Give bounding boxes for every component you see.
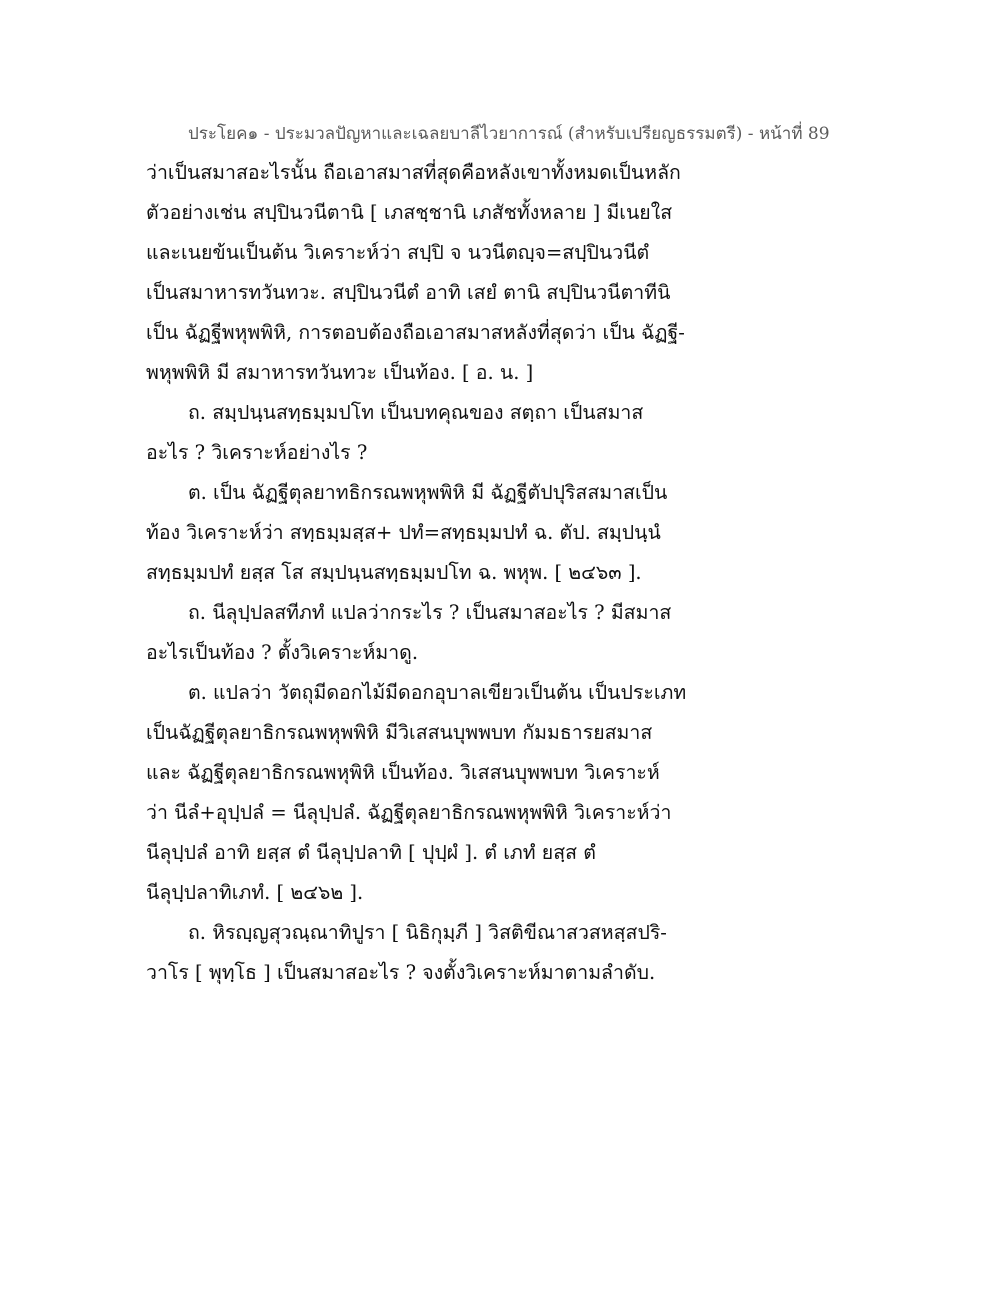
text-line: สทฺธมฺมปทํ ยสฺส โส สมฺปนฺนสทฺธมฺมปโท ฉ. พหุพ. [ ๒๔๖๓ ]. <box>146 561 642 584</box>
text-line: อะไร ? วิเคราะห์อย่างไร ? <box>146 441 368 464</box>
question-line: ถ. หิรญฺญสุวณฺณาทิปูรา [ นิธิกุมฺภี ] วิสติขีณาสวสหสฺสปริ- <box>188 921 667 944</box>
text-line: นีลุปฺปลาทิเภทํ. [ ๒๔๖๒ ]. <box>146 881 364 904</box>
text-line: เป็น ฉัฏฐีพหุพพิหิ, การตอบต้องถือเอาสมาสหลังที่สุดว่า เป็น ฉัฏฐี- <box>146 321 685 344</box>
text-line: ว่า นีลํ+อุปฺปลํ = นีลุปฺปลํ. ฉัฏฐีตุลยาธิกรณพหุพพิหิ วิเคราะห์ว่า <box>146 801 672 824</box>
text-line: เป็นสมาหารทวันทวะ. สปฺปินวนีตํ อาทิ เสยํ ตานิ สปฺปินวนีตาทีนิ <box>146 281 671 304</box>
answer-line: ต. เป็น ฉัฏฐีตุลยาทธิกรณพหุพพิหิ มี ฉัฏฐีตัปปุริสสมาสเป็น <box>188 481 668 504</box>
question-line: ถ. สมฺปนฺนสทฺธมฺมปโท เป็นบทคุณของ สตฺถา เป็นสมาส <box>188 401 644 424</box>
text-line: และเนยข้นเป็นต้น วิเคราะห์ว่า สปฺปิ จ นวนีตญฺจ=สปฺปินวนีตํ <box>146 241 650 264</box>
text-line: นีลุปฺปลํ อาทิ ยสฺส ตํ นีลุปฺปลาทิ [ ปุปฺผํ ]. ตํ เภทํ ยสฺส ตํ <box>146 841 596 864</box>
text-line: วาโร [ พุทฺโธ ] เป็นสมาสอะไร ? จงตั้งวิเคราะห์มาตามลำดับ. <box>146 961 656 984</box>
text-line: ว่าเป็นสมาสอะไรนั้น ถือเอาสมาสที่สุดคือหลังเขาทั้งหมดเป็นหลัก <box>146 161 681 184</box>
answer-line: ต. แปลว่า วัตถุมีดอกไม้มีดอกอุบาลเขียวเป็นต้น เป็นประเภท <box>188 681 687 704</box>
page-header: ประโยค๑ - ประมวลปัญหาและเฉลยบาลีไวยาการณ์ (สำหรับเปรียญธรรมตรี) - หน้าที่ 89 <box>188 124 830 144</box>
text-line: เป็นฉัฏฐีตุลยาธิกรณพหุพพิหิ มีวิเสสนบุพพบท กัมมธารยสมาส <box>146 721 653 744</box>
text-line: ตัวอย่างเช่น สปฺปินวนีตานิ [ เภสชฺชานิ เภสัชทั้งหลาย ] มีเนยใส <box>146 201 673 224</box>
question-line: ถ. นีลุปฺปลสทีภทํ แปลว่ากระไร ? เป็นสมาสอะไร ? มีสมาส <box>188 601 672 624</box>
text-line: และ ฉัฏฐีตุลยาธิกรณพหุพิหิ เป็นท้อง. วิเสสนบุพพบท วิเคราะห์ <box>146 761 660 784</box>
text-line: พหุพพิหิ มี สมาหารทวันทวะ เป็นท้อง. [ อ. น. ] <box>146 361 534 384</box>
text-line: ท้อง วิเคราะห์ว่า สทฺธมฺมสฺส+ ปทํ=สทฺธมฺมปทํ ฉ. ตัป. สมฺปนฺนํ <box>146 521 661 544</box>
text-line: อะไรเป็นท้อง ? ตั้งวิเคราะห์มาดู. <box>146 641 419 664</box>
